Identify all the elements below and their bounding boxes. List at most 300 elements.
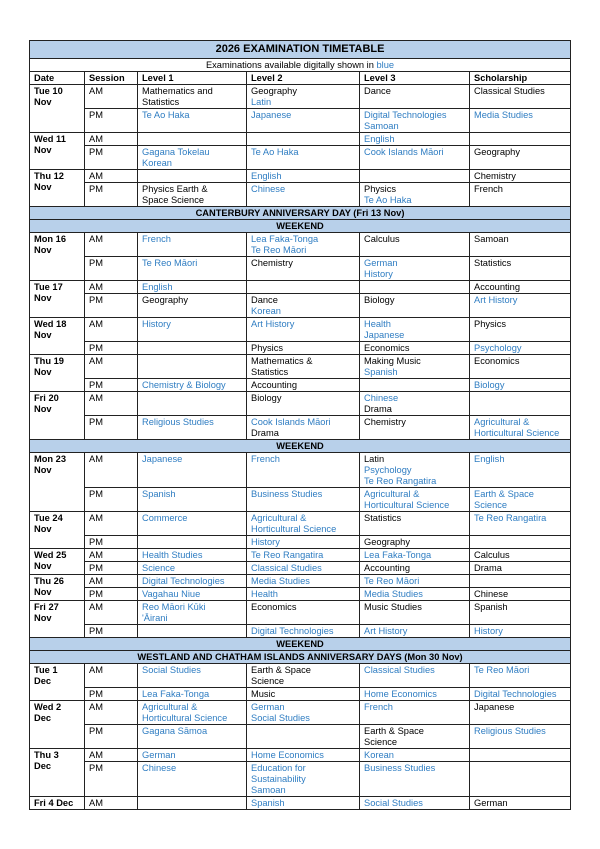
subject-cell-level-3 bbox=[360, 85, 470, 109]
subject-cell-level-3 bbox=[360, 601, 470, 625]
subject-cell-level-3 bbox=[360, 183, 470, 207]
subject-name: Spanish bbox=[474, 602, 508, 612]
subject-name: Te Reo Māori bbox=[142, 258, 198, 268]
subject-cell-level-3 bbox=[360, 294, 470, 318]
subject-name: Classical Studies bbox=[474, 86, 545, 96]
subject-cell-level-2 bbox=[247, 355, 360, 379]
subject-name: Lea Faka-Tonga bbox=[251, 234, 319, 244]
table-row bbox=[30, 342, 571, 355]
date-line: Wed 2 bbox=[34, 702, 62, 712]
subject-name: Physics Earth & bbox=[142, 184, 208, 194]
date-cell bbox=[30, 453, 85, 512]
table-row bbox=[30, 318, 571, 342]
subject-cell-scholarship bbox=[470, 170, 571, 183]
subject-name: Horticultural Science bbox=[474, 428, 560, 438]
subject-name: Chemistry bbox=[251, 258, 293, 268]
subject-cell-level-2 bbox=[247, 725, 360, 749]
date-cell bbox=[30, 749, 85, 797]
subject-name: French bbox=[474, 184, 503, 194]
title-row bbox=[30, 41, 571, 59]
subject-name: Media Studies bbox=[251, 576, 310, 586]
table-row bbox=[30, 549, 571, 562]
subject-name: Agricultural & bbox=[474, 417, 530, 427]
subject-name: Agricultural & bbox=[142, 702, 198, 712]
subject-cell-level-3 bbox=[360, 536, 470, 549]
date-line: Nov bbox=[34, 97, 52, 107]
header-row bbox=[30, 72, 571, 85]
subject-name: Education for bbox=[251, 763, 306, 773]
subject-name: Science bbox=[474, 500, 508, 510]
subject-cell-level-1 bbox=[138, 749, 247, 762]
subject-cell-level-2 bbox=[247, 379, 360, 392]
subject-name: Science bbox=[364, 737, 398, 747]
subject-name: Calculus bbox=[364, 234, 400, 244]
subject-name: Latin bbox=[364, 454, 385, 464]
session-cell: PM bbox=[85, 342, 138, 355]
session-cell: PM bbox=[85, 488, 138, 512]
table-row bbox=[30, 601, 571, 625]
date-line: Thu 3 bbox=[34, 750, 59, 760]
date-cell bbox=[30, 701, 85, 749]
table-row bbox=[30, 536, 571, 549]
subject-cell-level-1 bbox=[138, 488, 247, 512]
date-cell bbox=[30, 549, 85, 575]
table-row bbox=[30, 355, 571, 379]
table-row bbox=[30, 512, 571, 536]
header-session: Session bbox=[85, 72, 138, 85]
subject-cell-scholarship bbox=[470, 281, 571, 294]
date-line: Nov bbox=[34, 613, 52, 623]
session-cell: AM bbox=[85, 453, 138, 488]
subject-name: English bbox=[251, 171, 282, 181]
subject-cell-scholarship bbox=[470, 416, 571, 440]
exam-timetable bbox=[29, 40, 571, 810]
subject-name: Economics bbox=[251, 602, 297, 612]
subject-name: Media Studies bbox=[364, 589, 423, 599]
subject-cell-level-1 bbox=[138, 183, 247, 207]
subject-name: Calculus bbox=[474, 550, 510, 560]
subject-name: Music bbox=[251, 689, 276, 699]
subject-name: English bbox=[364, 134, 395, 144]
band-label: WESTLAND AND CHATHAM ISLANDS ANNIVERSARY DAYS (Mon 30 Nov) bbox=[30, 651, 571, 664]
subject-cell-level-1 bbox=[138, 588, 247, 601]
subject-name: German bbox=[474, 798, 508, 808]
subject-name: Psychology bbox=[364, 465, 412, 475]
session-cell: PM bbox=[85, 183, 138, 207]
subject-name: Te Ao Haka bbox=[251, 147, 299, 157]
subject-name: French bbox=[364, 702, 393, 712]
subject-name: Accounting bbox=[474, 282, 520, 292]
header-date: Date bbox=[30, 72, 85, 85]
date-line: Thu 19 bbox=[34, 356, 64, 366]
subject-cell-level-3 bbox=[360, 549, 470, 562]
subject-name: Statistics bbox=[474, 258, 512, 268]
subject-cell-level-3 bbox=[360, 355, 470, 379]
subject-cell-level-2 bbox=[247, 416, 360, 440]
subject-name: Social Studies bbox=[251, 713, 310, 723]
subject-name: Digital Technologies bbox=[474, 689, 557, 699]
subject-cell-level-2 bbox=[247, 85, 360, 109]
subject-name: German bbox=[364, 258, 398, 268]
subtitle bbox=[30, 59, 571, 72]
date-line: Wed 18 bbox=[34, 319, 67, 329]
date-line: Nov bbox=[34, 330, 52, 340]
subject-cell-level-3 bbox=[360, 257, 470, 281]
subject-cell-scholarship bbox=[470, 588, 571, 601]
subject-cell-level-3 bbox=[360, 342, 470, 355]
subject-name: 'Āirani bbox=[142, 613, 168, 623]
subject-cell-level-3 bbox=[360, 749, 470, 762]
subject-name: Horticultural Science bbox=[251, 524, 337, 534]
subject-name: Chemistry bbox=[474, 171, 516, 181]
date-line: Tue 1 bbox=[34, 665, 58, 675]
subject-cell-level-3 bbox=[360, 488, 470, 512]
subject-cell-level-2 bbox=[247, 797, 360, 810]
subject-name: History bbox=[474, 626, 503, 636]
date-cell bbox=[30, 318, 85, 355]
session-cell: AM bbox=[85, 85, 138, 109]
subject-name: Digital Technologies bbox=[364, 110, 447, 120]
band-row bbox=[30, 207, 571, 220]
subject-cell-level-2 bbox=[247, 625, 360, 638]
subject-cell-scholarship bbox=[470, 109, 571, 133]
subject-cell-scholarship bbox=[470, 294, 571, 318]
subject-name: Spanish bbox=[251, 798, 285, 808]
subject-cell-level-1 bbox=[138, 562, 247, 575]
subject-name: Geography bbox=[251, 86, 297, 96]
session-cell: AM bbox=[85, 281, 138, 294]
session-cell: AM bbox=[85, 749, 138, 762]
subject-cell-level-3 bbox=[360, 701, 470, 725]
session-cell: AM bbox=[85, 797, 138, 810]
subject-name: Music Studies bbox=[364, 602, 422, 612]
date-cell bbox=[30, 512, 85, 549]
date-cell bbox=[30, 281, 85, 318]
subject-cell-level-2 bbox=[247, 342, 360, 355]
subject-cell-level-2 bbox=[247, 588, 360, 601]
subject-cell-level-2 bbox=[247, 233, 360, 257]
subject-name: Classical Studies bbox=[251, 563, 322, 573]
date-line: Thu 12 bbox=[34, 171, 64, 181]
header-scholarship: Scholarship bbox=[470, 72, 571, 85]
subject-cell-scholarship bbox=[470, 575, 571, 588]
date-line: Fri 27 bbox=[34, 602, 59, 612]
date-line: Nov bbox=[34, 465, 52, 475]
subject-name: Art History bbox=[364, 626, 408, 636]
subject-cell-scholarship bbox=[470, 664, 571, 688]
subject-cell-scholarship bbox=[470, 688, 571, 701]
subject-name: German bbox=[142, 750, 176, 760]
subject-name: Earth & Space bbox=[251, 665, 311, 675]
session-cell: PM bbox=[85, 109, 138, 133]
subject-cell-level-2 bbox=[247, 601, 360, 625]
subject-cell-scholarship bbox=[470, 146, 571, 170]
subject-name: Health bbox=[364, 319, 391, 329]
subject-name: Science bbox=[142, 563, 176, 573]
date-line: Nov bbox=[34, 561, 52, 571]
subject-name: Samoan bbox=[364, 121, 399, 131]
subject-name: Samoan bbox=[474, 234, 509, 244]
date-line: Mon 16 bbox=[34, 234, 67, 244]
table-row bbox=[30, 625, 571, 638]
band-row bbox=[30, 220, 571, 233]
session-cell: AM bbox=[85, 355, 138, 379]
table-row bbox=[30, 562, 571, 575]
subject-name: Accounting bbox=[251, 380, 297, 390]
session-cell: PM bbox=[85, 257, 138, 281]
subject-name: History bbox=[364, 269, 393, 279]
table-row bbox=[30, 183, 571, 207]
subject-cell-level-1 bbox=[138, 85, 247, 109]
table-row bbox=[30, 170, 571, 183]
subject-name: Reo Māori Kūki bbox=[142, 602, 206, 612]
subject-cell-level-2 bbox=[247, 453, 360, 488]
subject-cell-scholarship bbox=[470, 762, 571, 797]
date-cell bbox=[30, 233, 85, 281]
subject-name: Lea Faka-Tonga bbox=[142, 689, 210, 699]
subject-cell-scholarship bbox=[470, 512, 571, 536]
header-level-2: Level 2 bbox=[247, 72, 360, 85]
table-row bbox=[30, 688, 571, 701]
subject-cell-scholarship bbox=[470, 392, 571, 416]
subject-cell-level-1 bbox=[138, 664, 247, 688]
subject-name: French bbox=[251, 454, 280, 464]
session-cell: PM bbox=[85, 688, 138, 701]
subject-name: Agricultural & bbox=[364, 489, 420, 499]
subject-cell-level-1 bbox=[138, 318, 247, 342]
subject-name: Physics bbox=[251, 343, 284, 353]
subtitle-text: Examinations available digitally shown in bbox=[205, 60, 377, 70]
subject-cell-level-1 bbox=[138, 601, 247, 625]
table-row bbox=[30, 488, 571, 512]
subject-name: Art History bbox=[251, 319, 295, 329]
subject-name: Home Economics bbox=[251, 750, 324, 760]
subject-cell-level-1 bbox=[138, 257, 247, 281]
subject-name: Digital Technologies bbox=[142, 576, 225, 586]
subject-cell-scholarship bbox=[470, 257, 571, 281]
subject-name: Accounting bbox=[364, 563, 410, 573]
table-row bbox=[30, 85, 571, 109]
subject-cell-level-1 bbox=[138, 170, 247, 183]
subject-name: Sustainability bbox=[251, 774, 306, 784]
subject-name: Japanese bbox=[364, 330, 405, 340]
subject-cell-level-2 bbox=[247, 549, 360, 562]
subject-cell-level-2 bbox=[247, 562, 360, 575]
subject-name: Health bbox=[251, 589, 278, 599]
subject-name: Psychology bbox=[474, 343, 522, 353]
subject-cell-level-2 bbox=[247, 512, 360, 536]
subject-cell-level-2 bbox=[247, 257, 360, 281]
subject-cell-level-2 bbox=[247, 392, 360, 416]
subject-name: Economics bbox=[364, 343, 410, 353]
subject-cell-scholarship bbox=[470, 488, 571, 512]
session-cell: AM bbox=[85, 664, 138, 688]
subject-name: English bbox=[142, 282, 173, 292]
subject-name: Te Reo Rangatira bbox=[251, 550, 324, 560]
subject-cell-level-3 bbox=[360, 453, 470, 488]
subject-cell-level-3 bbox=[360, 318, 470, 342]
session-cell: AM bbox=[85, 601, 138, 625]
date-line: Nov bbox=[34, 524, 52, 534]
subject-cell-level-2 bbox=[247, 133, 360, 146]
subject-cell-level-2 bbox=[247, 688, 360, 701]
subject-name: Te Reo Māori bbox=[364, 576, 420, 586]
session-cell: PM bbox=[85, 588, 138, 601]
subject-name: Business Studies bbox=[364, 763, 436, 773]
subject-cell-level-2 bbox=[247, 170, 360, 183]
subject-name: Statistics bbox=[364, 513, 402, 523]
subject-name: Gagana Tokelau bbox=[142, 147, 210, 157]
subject-cell-scholarship bbox=[470, 85, 571, 109]
date-line: Nov bbox=[34, 182, 52, 192]
session-cell: PM bbox=[85, 146, 138, 170]
table-row bbox=[30, 233, 571, 257]
date-line: Dec bbox=[34, 713, 52, 723]
subject-name: Chemistry & Biology bbox=[142, 380, 226, 390]
subject-cell-level-1 bbox=[138, 688, 247, 701]
subject-cell-scholarship bbox=[470, 562, 571, 575]
subject-name: Chinese bbox=[251, 184, 286, 194]
subject-name: Home Economics bbox=[364, 689, 437, 699]
subject-cell-level-2 bbox=[247, 664, 360, 688]
subject-name: Lea Faka-Tonga bbox=[364, 550, 432, 560]
subtitle-row bbox=[30, 59, 571, 72]
subject-cell-level-1 bbox=[138, 625, 247, 638]
subject-cell-level-1 bbox=[138, 575, 247, 588]
subject-cell-scholarship bbox=[470, 355, 571, 379]
subject-cell-level-3 bbox=[360, 762, 470, 797]
subject-name: Biology bbox=[364, 295, 395, 305]
subject-name: Chemistry bbox=[364, 417, 406, 427]
subject-cell-level-2 bbox=[247, 575, 360, 588]
subject-name: Korean bbox=[364, 750, 394, 760]
subject-name: History bbox=[251, 537, 280, 547]
band-label: WEEKEND bbox=[30, 638, 571, 651]
subject-name: German bbox=[251, 702, 285, 712]
subject-cell-level-1 bbox=[138, 281, 247, 294]
date-cell bbox=[30, 575, 85, 601]
subject-name: Physics bbox=[474, 319, 507, 329]
subject-name: Te Reo Māori bbox=[251, 245, 307, 255]
date-line: Wed 11 bbox=[34, 134, 66, 144]
subject-name: Art History bbox=[474, 295, 518, 305]
subject-cell-level-2 bbox=[247, 109, 360, 133]
subject-name: Media Studies bbox=[474, 110, 533, 120]
subject-cell-level-3 bbox=[360, 688, 470, 701]
session-cell: PM bbox=[85, 416, 138, 440]
subject-name: Te Ao Haka bbox=[364, 195, 412, 205]
subject-name: Social Studies bbox=[364, 798, 423, 808]
session-cell: AM bbox=[85, 170, 138, 183]
date-line: Mon 23 bbox=[34, 454, 67, 464]
subject-name: Religious Studies bbox=[142, 417, 214, 427]
date-cell bbox=[30, 170, 85, 207]
date-line: Tue 24 bbox=[34, 513, 63, 523]
subject-cell-level-1 bbox=[138, 549, 247, 562]
subject-name: Vagahau Niue bbox=[142, 589, 201, 599]
subject-cell-level-1 bbox=[138, 233, 247, 257]
band-row bbox=[30, 638, 571, 651]
subject-name: Geography bbox=[474, 147, 520, 157]
subject-cell-scholarship bbox=[470, 183, 571, 207]
subject-cell-level-1 bbox=[138, 392, 247, 416]
subject-cell-level-3 bbox=[360, 379, 470, 392]
subject-name: Japanese bbox=[474, 702, 515, 712]
table-row bbox=[30, 588, 571, 601]
subject-name: Cook Islands Māori bbox=[251, 417, 331, 427]
page-title: 2026 EXAMINATION TIMETABLE bbox=[30, 41, 571, 59]
subject-name: Biology bbox=[474, 380, 505, 390]
subject-cell-level-3 bbox=[360, 588, 470, 601]
date-line: Nov bbox=[34, 404, 52, 414]
session-cell: AM bbox=[85, 133, 138, 146]
subject-name: Commerce bbox=[142, 513, 188, 523]
band-label: WEEKEND bbox=[30, 440, 571, 453]
subject-cell-scholarship bbox=[470, 625, 571, 638]
subject-cell-level-3 bbox=[360, 575, 470, 588]
table-row bbox=[30, 701, 571, 725]
table-row bbox=[30, 797, 571, 810]
subject-name: Social Studies bbox=[142, 665, 201, 675]
subject-cell-level-1 bbox=[138, 762, 247, 797]
subject-cell-level-3 bbox=[360, 625, 470, 638]
date-line: Nov bbox=[34, 367, 52, 377]
session-cell: PM bbox=[85, 562, 138, 575]
subject-name: Geography bbox=[142, 295, 188, 305]
subject-cell-level-3 bbox=[360, 281, 470, 294]
date-line: Dec bbox=[34, 761, 52, 771]
date-line: Wed 25 bbox=[34, 550, 67, 560]
subject-cell-level-3 bbox=[360, 392, 470, 416]
subject-cell-level-1 bbox=[138, 701, 247, 725]
table-row bbox=[30, 453, 571, 488]
subject-cell-level-1 bbox=[138, 797, 247, 810]
subject-cell-level-3 bbox=[360, 512, 470, 536]
subject-name: Te Reo Māori bbox=[474, 665, 530, 675]
subject-name: Physics bbox=[364, 184, 397, 194]
session-cell: AM bbox=[85, 392, 138, 416]
subject-cell-level-2 bbox=[247, 318, 360, 342]
subject-name: Space Science bbox=[142, 195, 205, 205]
table-row bbox=[30, 749, 571, 762]
subject-name: Religious Studies bbox=[474, 726, 546, 736]
subject-name: Spanish bbox=[142, 489, 176, 499]
subject-cell-level-2 bbox=[247, 701, 360, 725]
subject-cell-level-2 bbox=[247, 536, 360, 549]
subject-cell-level-1 bbox=[138, 342, 247, 355]
session-cell: AM bbox=[85, 549, 138, 562]
table-row bbox=[30, 133, 571, 146]
subject-cell-scholarship bbox=[470, 342, 571, 355]
date-line: Thu 26 bbox=[34, 576, 64, 586]
subject-name: Mathematics & bbox=[251, 356, 313, 366]
subject-name: Chinese bbox=[364, 393, 399, 403]
subject-cell-level-1 bbox=[138, 146, 247, 170]
subject-cell-level-1 bbox=[138, 379, 247, 392]
subject-cell-level-1 bbox=[138, 294, 247, 318]
subject-name: Spanish bbox=[364, 367, 398, 377]
session-cell: PM bbox=[85, 625, 138, 638]
subject-name: Japanese bbox=[142, 454, 183, 464]
subject-name: Korean bbox=[251, 306, 281, 316]
subject-cell-scholarship bbox=[470, 536, 571, 549]
date-line: Tue 17 bbox=[34, 282, 63, 292]
table-row bbox=[30, 762, 571, 797]
band-label: CANTERBURY ANNIVERSARY DAY (Fri 13 Nov) bbox=[30, 207, 571, 220]
subject-cell-level-3 bbox=[360, 233, 470, 257]
date-line: Nov bbox=[34, 587, 52, 597]
subject-name: Latin bbox=[251, 97, 272, 107]
